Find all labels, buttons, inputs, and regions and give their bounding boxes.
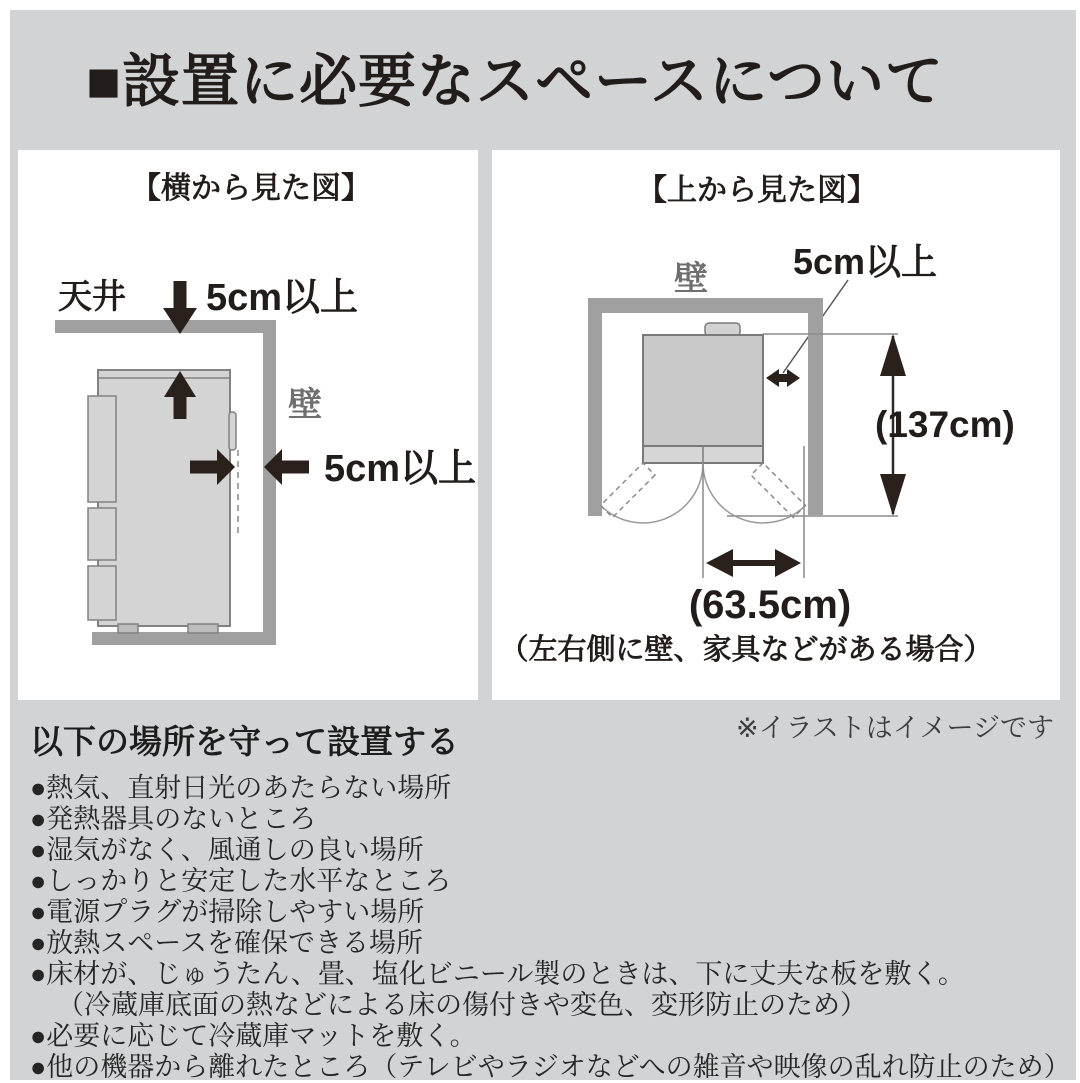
- wall-bar: [263, 320, 276, 645]
- placement-list: [30, 773, 1071, 1083]
- list-item: ●熱気、直射日光のあたらない場所: [30, 773, 452, 803]
- illustration-disclaimer: ※イラストはイメージです: [735, 713, 1054, 743]
- side-view-diagram: [18, 150, 478, 700]
- width-dimension-label: (63.5cm): [688, 583, 852, 627]
- condition-note: （左右側に壁、家具などがある場合）: [499, 634, 993, 666]
- list-item: ●発熱器具のないところ: [30, 804, 317, 834]
- top-view-diagram: [492, 150, 1060, 700]
- refrigerator-side-view: [88, 370, 238, 633]
- top-view-title: 【上から見た図】: [637, 174, 877, 207]
- wall-label: 壁: [288, 386, 322, 424]
- ceiling-bar: [55, 320, 276, 333]
- list-item: ●床材が、じゅうたん、畳、塩化ビニール製のときは、下に丈夫な板を敷く。: [30, 959, 965, 989]
- top-view-panel: [492, 150, 1060, 700]
- wall-label: 壁: [674, 260, 708, 298]
- list-item: （冷蔵庫底面の熱などによる床の傷付きや変色、変形防止のため）: [57, 990, 867, 1020]
- ceiling-label: 天井: [58, 278, 126, 316]
- placement-heading: 以下の場所を守って設置する: [30, 723, 459, 760]
- list-item: ●湿気がなく、風通しの良い場所: [30, 835, 424, 865]
- rear-clearance-label: 5cm以上: [324, 448, 477, 490]
- list-item: ●他の機器から離れたところ（テレビやラジオなどへの雑音や映像の乱れ防止のため）: [30, 1052, 1071, 1082]
- top-clearance-label: 5cm以上: [206, 277, 359, 319]
- depth-dimension-label: (137cm): [875, 404, 1015, 445]
- list-item: ●放熱スペースを確保できる場所: [30, 928, 423, 958]
- side-view-title: 【横から見た図】: [131, 172, 371, 205]
- list-item: ●電源プラグが掃除しやすい場所: [30, 897, 425, 927]
- list-item: ●しっかりと安定した水平なところ: [30, 866, 452, 896]
- placement-section: [30, 716, 1071, 1083]
- width-double-arrow-icon: [706, 549, 801, 577]
- list-item: ●必要に応じて冷蔵庫マットを敷く。: [30, 1021, 477, 1051]
- page-title: ■設置に必要なスペースについて: [86, 49, 944, 114]
- floor-bar: [92, 632, 276, 645]
- refrigerator-top-view: [643, 323, 763, 463]
- side-clearance-label: 5cm以上: [793, 241, 938, 282]
- side-view-panel: [18, 150, 478, 700]
